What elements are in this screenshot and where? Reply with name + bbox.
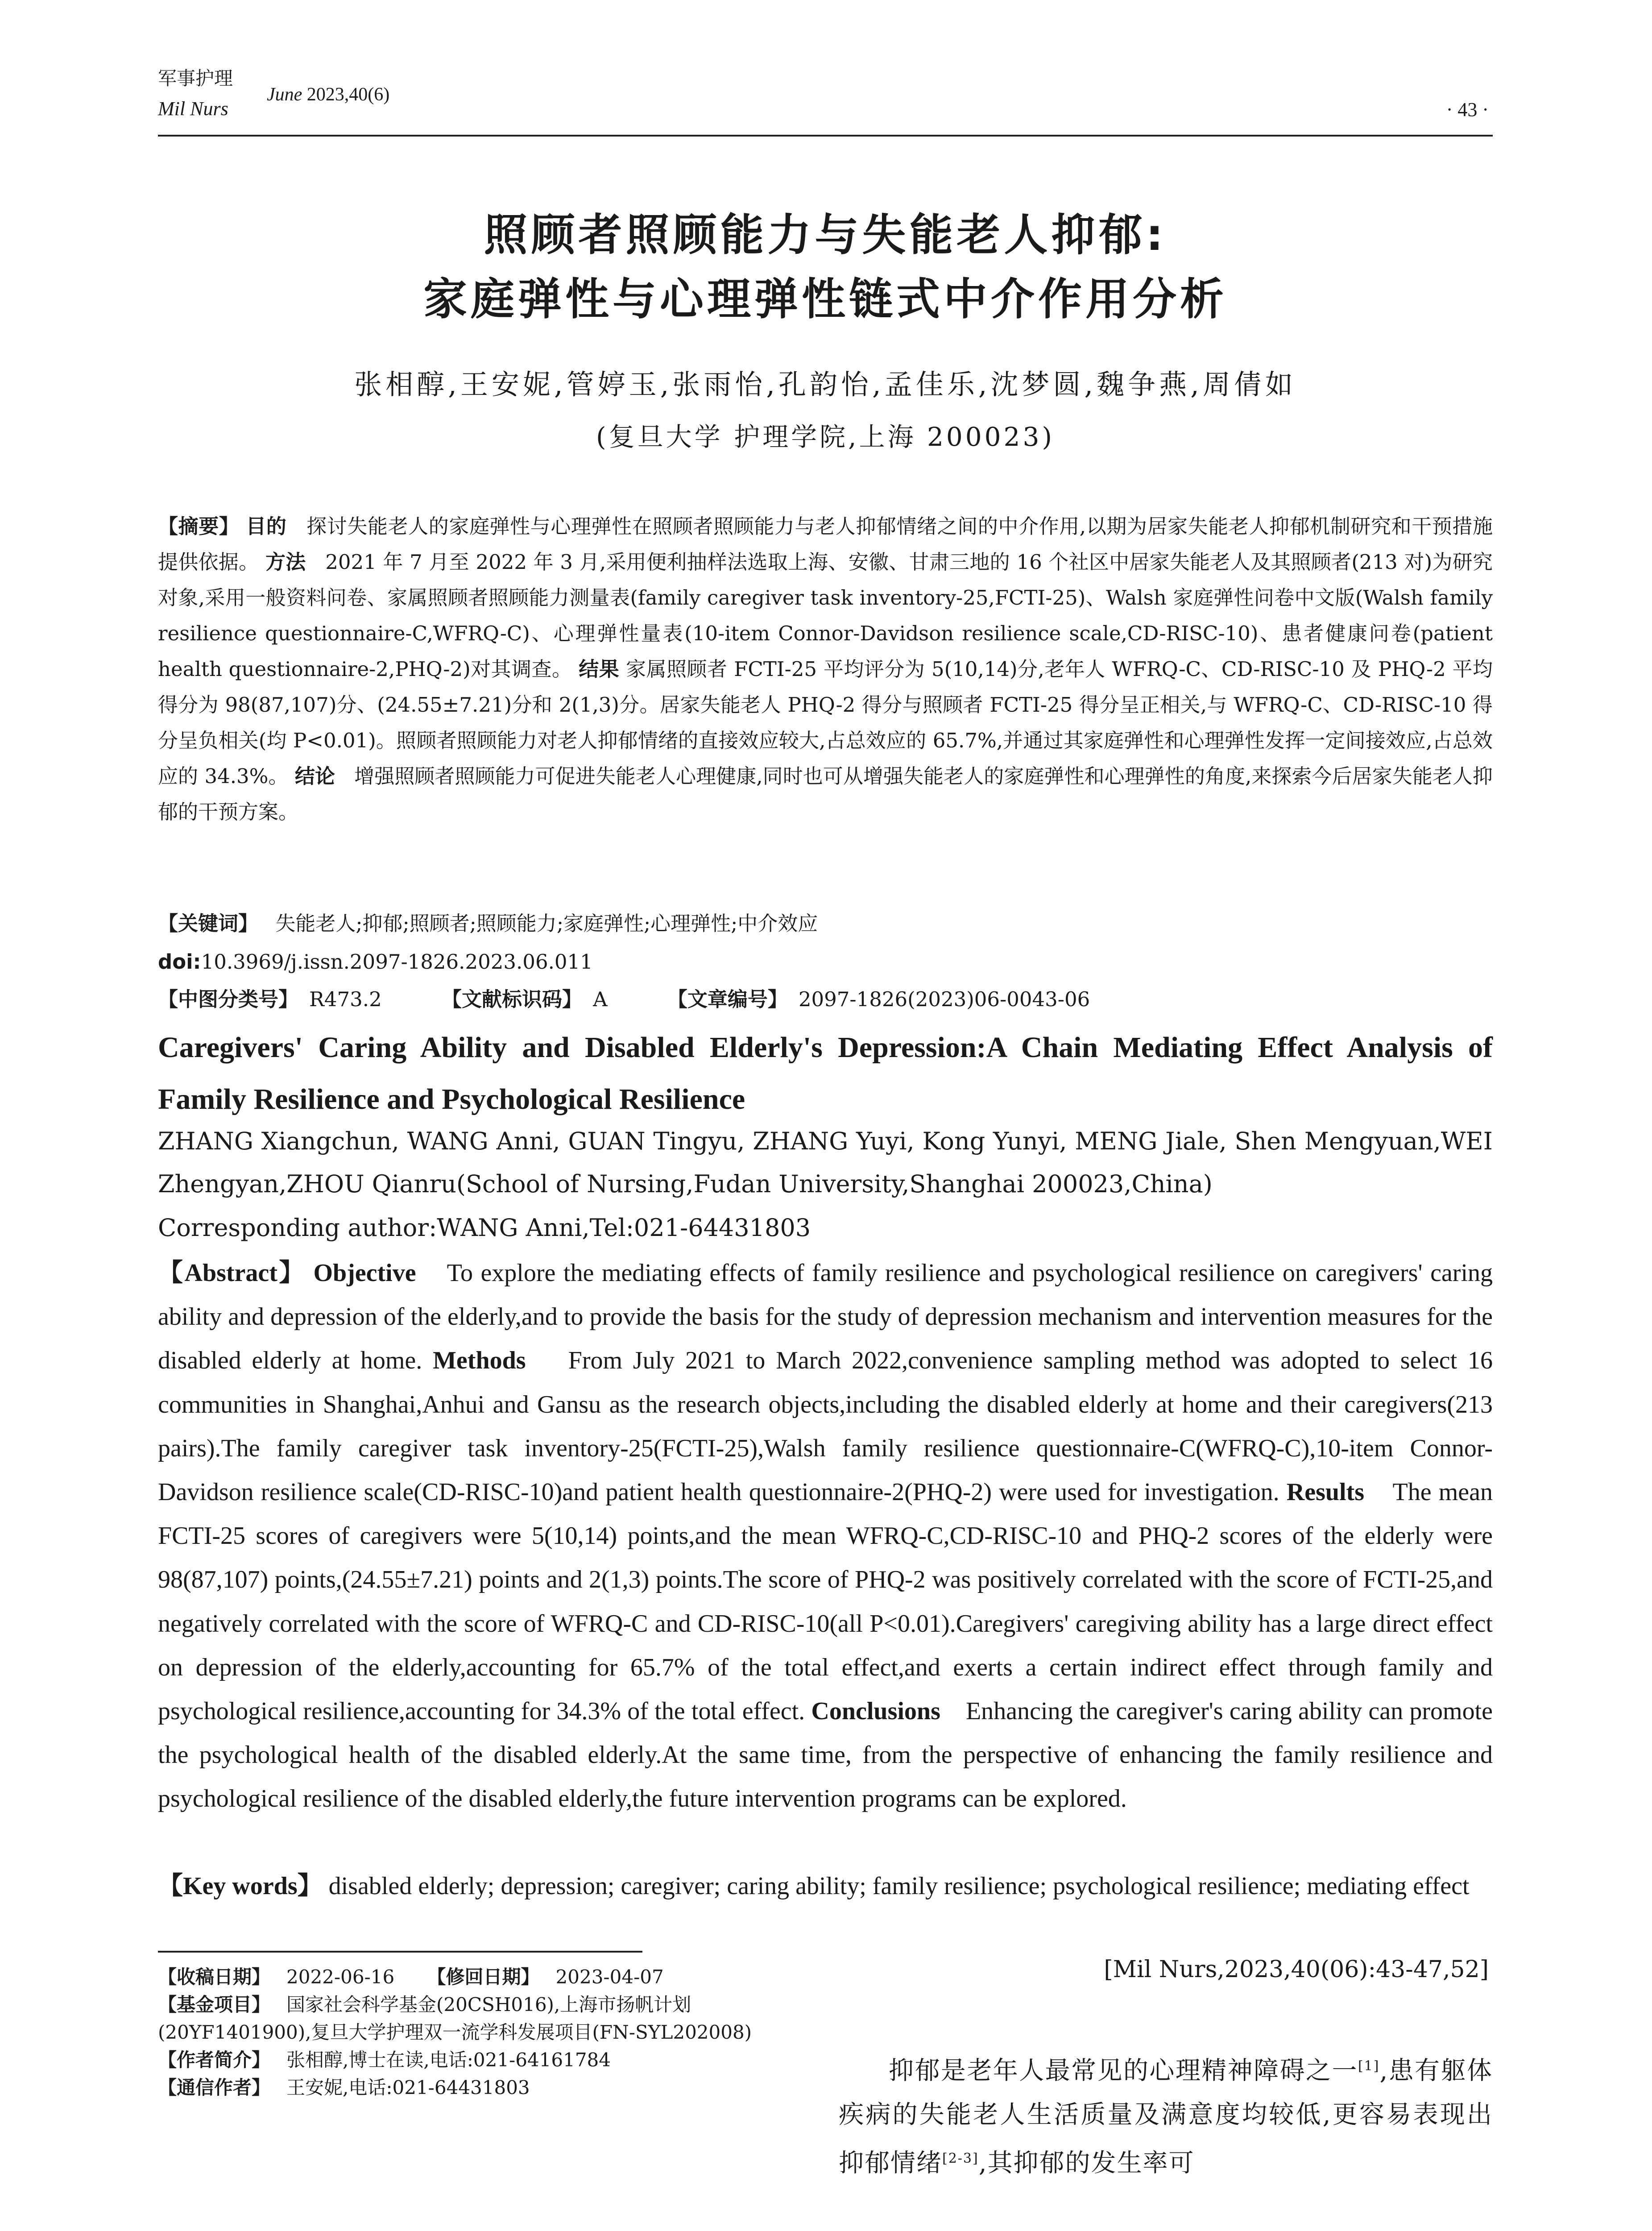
results-en-label: Results	[1286, 1478, 1364, 1506]
received-date: 2022-06-16	[286, 1966, 395, 1988]
body-part-1: 抑郁是老年人最常见的心理精神障碍之一	[889, 2056, 1358, 2086]
conclusions-en-label: Conclusions	[811, 1697, 940, 1725]
keywords-en	[158, 1864, 1493, 1908]
keywords-cn	[158, 910, 1493, 937]
abstract-en-label: 【Abstract】	[158, 1259, 306, 1287]
footnotes	[158, 1963, 796, 2102]
title-en: Caregivers' Caring Ability and Disabled Elderly's Depression:A Chain Mediating Effect Analysis of Family Resilience and Psychological Resilience	[158, 1031, 1493, 1116]
footnote-fund	[158, 1991, 796, 2046]
issue-info	[267, 84, 389, 105]
conclusion-label: 结论	[294, 764, 335, 788]
keywords-en-text: disabled elderly; depression; caregiver; caring ability; family resilience; psychological resilience; mediating effect	[328, 1872, 1470, 1900]
results-en-text: The mean FCTI-25 scores of caregivers were 5(10,14) points,and the mean WFRQ-C,CD-RISC-10 and PHQ-2 scores of the elderly were 98(87,107) points,(24.55±7.21) points and 2(1,3) points.The score of PHQ-2 was positively correlated with the score of FCTI-25,and negatively correlated with the score of WFRQ-C and CD-RISC-10(all P<0.01).Caregivers' caregiving ability has a large direct effect on depression of the elderly,accounting for 65.7% of the total effect,and exerts a certain indirect effect through family and psychological resilience,accounting for 34.3% of the total effect.	[158, 1478, 1493, 1725]
results-label: 结果	[579, 657, 620, 681]
footnote-author	[158, 2046, 796, 2074]
article-no-label: 【文章编号】	[667, 987, 788, 1011]
revised-date: 2023-04-07	[555, 1966, 664, 1988]
article-no-value: 2097-1826(2023)06-0043-06	[798, 987, 1090, 1011]
keywords-text: 失能老人;抑郁;照顾者;照顾能力;家庭弹性;心理弹性;中介效应	[275, 912, 818, 935]
methods-label: 方法	[265, 550, 306, 574]
abstract-label: 【摘要】	[158, 514, 240, 538]
results-text: 家属照顾者 FCTI-25 平均评分为 5(10,14)分,老年人 WFRQ-C、CD-RISC-10 及 PHQ-2 平均得分为 98(87,107)分、(24.55±7.21)分和 2(1,3)分。居家失能老人 PHQ-2 得分与照顾者 FCTI-25 得分呈正相关,与 WFRQ-C、CD-RISC-10 得分呈负相关(均 P<0.01)。照顾者照顾能力对老人抑郁情绪的直接效应较大,占总效应的 65.7%,并通过其家庭弹性和心理弹性发挥一定间接效应,占总效应的 34.3%。	[158, 657, 1493, 788]
abstract-en	[158, 1251, 1493, 1821]
author-info-text: 张相醇,博士在读,电话:021-64161784	[286, 2049, 611, 2071]
issue-month: June	[267, 84, 302, 105]
author-info-label: 【作者简介】	[158, 2049, 271, 2071]
reference-2-3[interactable]: [2-3]	[942, 2150, 979, 2166]
methods-en-label: Methods	[433, 1347, 526, 1375]
footnote-divider	[158, 1951, 642, 1953]
footnote-corresponding	[158, 2074, 796, 2102]
page-number: · 43 ·	[1446, 99, 1489, 120]
citation: [Mil Nurs,2023,40(06):43-47,52]	[1104, 1956, 1489, 1983]
fund-label: 【基金项目】	[158, 1994, 271, 2015]
revised-label: 【修回日期】	[427, 1966, 540, 1988]
doc-code-value: A	[593, 987, 608, 1011]
journal-name-en: Mil Nurs	[158, 98, 228, 120]
affiliation: (复旦大学 护理学院,上海 200023)	[596, 422, 1055, 452]
objective-text: 探讨失能老人的家庭弹性与心理弹性在照顾者照顾能力与老人抑郁情绪之间的中介作用,以期为居家失能老人抑郁机制研究和干预措施提供依据。	[158, 514, 1493, 574]
body-text-cn	[839, 2044, 1493, 2185]
objective-en-text: To explore the mediating effects of family resilience and psychological resilience on caregivers' caring ability and depression of the elderly,and to provide the basis for the study of depression mechanism and intervention measures for the disabled elderly at home.	[158, 1259, 1493, 1375]
received-label: 【收稿日期】	[158, 1966, 271, 1988]
doc-code-label: 【文献标识码】	[442, 987, 583, 1011]
body-part-2: ,患有躯体疾病的失能老人生活质量及满意度均较低,更容易表现出抑郁情绪	[839, 2056, 1493, 2178]
title-line-1: 照顾者照顾能力与失能老人抑郁:	[484, 210, 1167, 261]
title-line-2: 家庭弹性与心理弹性链式中介作用分析	[423, 274, 1227, 325]
keywords-en-label: 【Key words】	[158, 1872, 323, 1900]
body-part-3: ,其抑郁的发生率可	[978, 2148, 1195, 2178]
methods-en-text: From July 2021 to March 2022,convenience sampling method was adopted to select 16 communities in Shanghai,Anhui and Gansu as the research objects,including the disabled elderly at home and their caregivers(213 pairs).The family caregiver task inventory-25(FCTI-25),Walsh family resilience questionnaire-C(WFRQ-C),10-item Connor-Davidson resilience scale(CD-RISC-10)and patient health questionnaire-2(PHQ-2) were used for investigation.	[158, 1347, 1493, 1506]
issue-volume: 2023,40(6)	[306, 84, 390, 105]
corresponding-author-en: Corresponding author:WANG Anni,Tel:021-64431803	[158, 1214, 811, 1242]
clc-value: R473.2	[309, 987, 382, 1011]
conclusions-en-text: Enhancing the caregiver's caring ability can promote the psychological health of the disabled elderly.At the same time, from the perspective of enhancing the family resilience and psychological resilience of the disabled elderly,the future intervention programs can be explored.	[158, 1697, 1493, 1813]
conclusion-text: 增强照顾者照顾能力可促进失能老人心理健康,同时也可从增强失能老人的家庭弹性和心理弹性的角度,来探索今后居家失能老人抑郁的干预方案。	[158, 764, 1493, 824]
objective-label: 目的	[246, 514, 287, 538]
fund-text: 国家社会科学基金(20CSH016),上海市扬帆计划(20YF1401900),复旦大学护理双一流学科发展项目(FN-SYL202008)	[158, 1994, 752, 2043]
methods-text: 2021 年 7 月至 2022 年 3 月,采用便利抽样法选取上海、安徽、甘肃三地的 16 个社区中居家失能老人及其照顾者(213 对)为研究对象,采用一般资料问卷、家属照顾者照顾能力测量表(family caregiver task inventory-25,FCTI-25)、Walsh 家庭弹性问卷中文版(Walsh family resilience questionnaire-C,WFRQ-C)、心理弹性量表(10-item Connor-Davidson resilience scale,CD-RISC-10)、患者健康问卷(patient health questionnaire-2,PHQ-2)对其调查。	[158, 550, 1493, 681]
abstract-cn	[158, 509, 1493, 830]
doi-value: 10.3969/j.issn.2097-1826.2023.06.011	[201, 950, 593, 974]
corresponding-text: 王安妮,电话:021-64431803	[286, 2077, 530, 2098]
authors-en: ZHANG Xiangchun, WANG Anni, GUAN Tingyu, ZHANG Yuyi, Kong Yunyi, MENG Jiale, Shen Mengyuan,WEI Zhengyan,ZHOU Qianru(School of Nursing,Fudan University,Shanghai 200023,China)	[158, 1127, 1493, 1198]
doi-label: doi:	[158, 950, 201, 974]
keywords-label: 【关键词】	[158, 912, 259, 935]
reference-1[interactable]: [1]	[1358, 2058, 1380, 2074]
journal-name-cn: 军事护理	[158, 67, 233, 89]
header-divider	[158, 135, 1493, 137]
clc-label: 【中图分类号】	[158, 987, 299, 1011]
footnote-dates	[158, 1963, 796, 1991]
author-list: 张相醇,王安妮,管婷玉,张雨怡,孔韵怡,孟佳乐,沈梦圆,魏争燕,周倩如	[354, 368, 1296, 401]
corresponding-label: 【通信作者】	[158, 2077, 271, 2098]
classification-line	[158, 986, 1493, 1013]
objective-en-label: Objective	[313, 1259, 416, 1287]
doi-line	[158, 949, 1493, 975]
